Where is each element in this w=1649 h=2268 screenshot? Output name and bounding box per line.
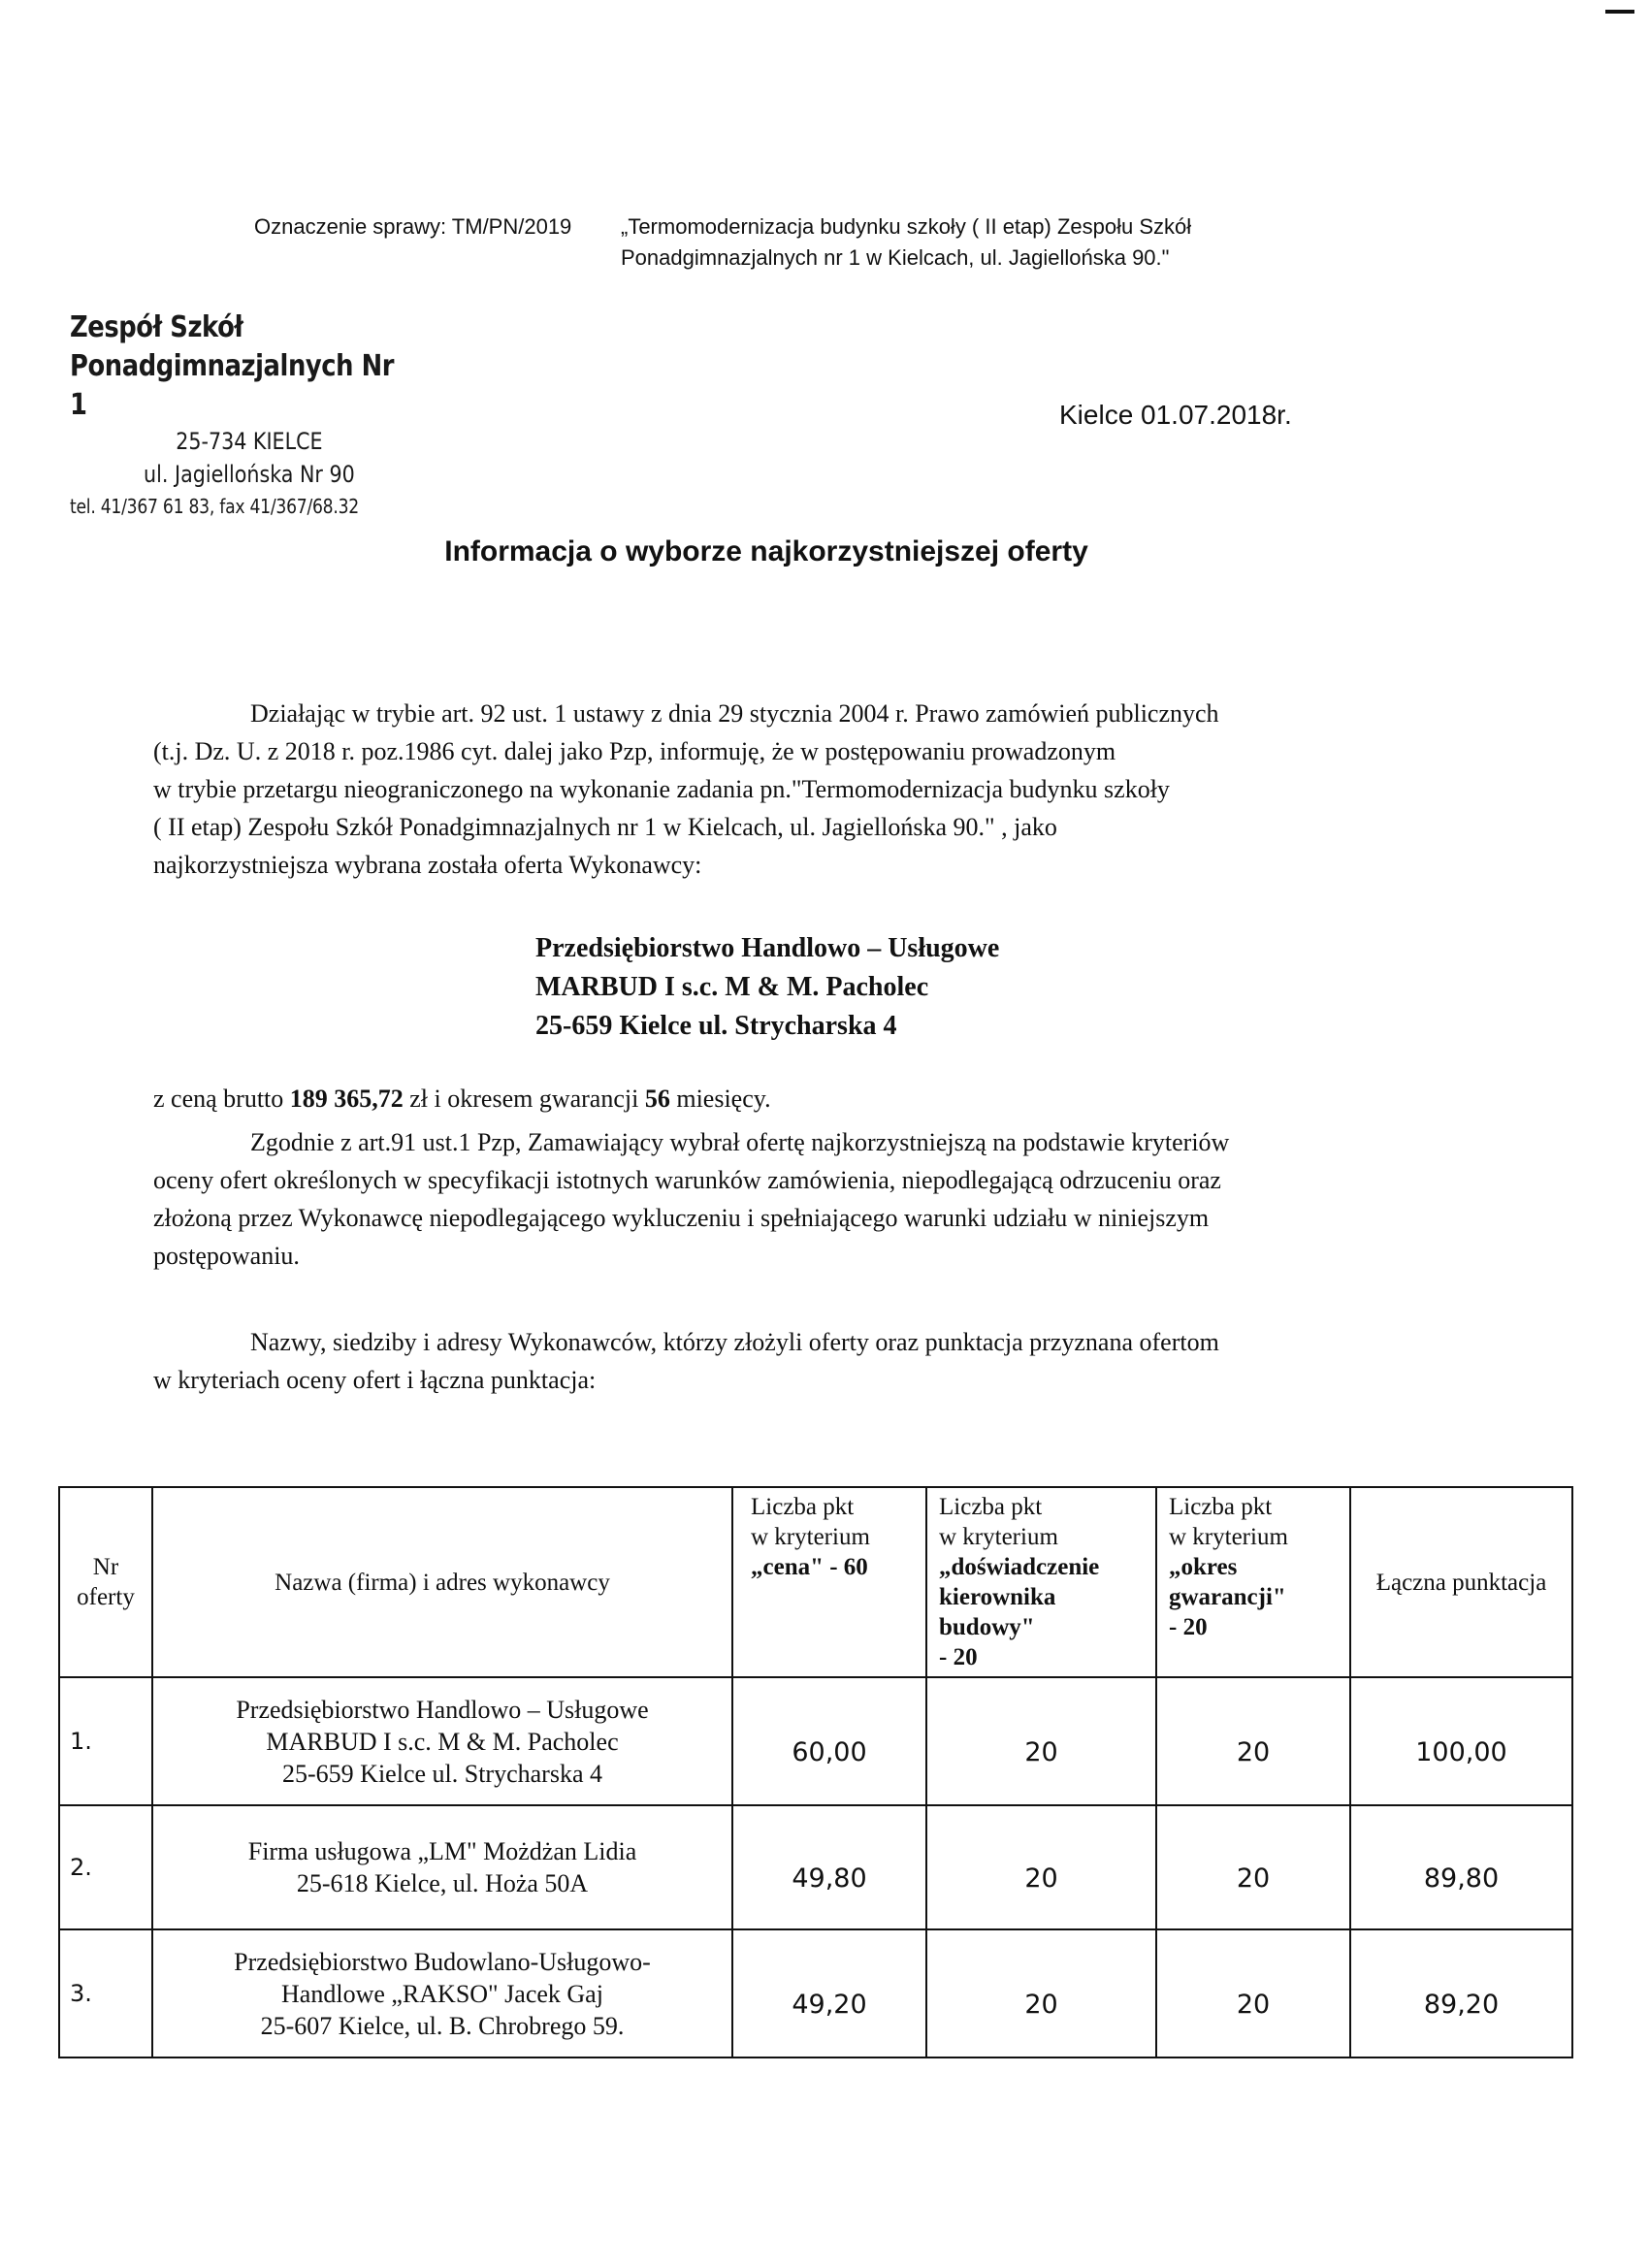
price-prefix: z ceną brutto <box>153 1085 290 1113</box>
total-points: 100,00 <box>1350 1677 1572 1805</box>
winner-line-2: MARBUD I s.c. M & M. Pacholec <box>535 972 929 1002</box>
stamp-school-name: Zespół Szkół Ponadgimnazjalnych Nr 1 <box>70 310 395 422</box>
contractor-name: Firma usługowa „LM" Możdżan Lidia 25-618 Kielce, ul. Hoża 50A <box>152 1805 732 1929</box>
intro-line-4: ( II etap) Zespołu Szkół Ponadgimnazjalnych nr 1 w Kielcach, ul. Jagiellońska 90." , jako <box>153 813 1057 841</box>
winner-line-1: Przedsiębiorstwo Handlowo – Usługowe <box>535 933 1000 963</box>
header-offer-number: Nr oferty <box>59 1487 152 1677</box>
offer-number: 1. <box>59 1677 152 1805</box>
header-experience-criterion: Liczba pkt w kryterium „doświadczenie kierownika budowy" - 20 <box>926 1487 1156 1677</box>
total-points: 89,20 <box>1350 1929 1572 2057</box>
experience-points: 20 <box>926 1929 1156 2057</box>
justification-line-2: oceny ofert określonych w specyfikacji istotnych warunków zamówienia, niepodlegającą odrzuceniu oraz <box>153 1166 1221 1194</box>
intro-line-5: najkorzystniejsza wybrana została oferta Wykonawcy: <box>153 851 702 879</box>
intro-line-2: (t.j. Dz. U. z 2018 r. poz.1986 cyt. dalej jako Pzp, informuję, że w postępowaniu prowadzonym <box>153 737 1116 765</box>
table-header-row <box>59 1487 1572 1677</box>
table-row <box>59 1805 1572 1929</box>
price-points: 60,00 <box>732 1677 926 1805</box>
warranty-points: 20 <box>1156 1805 1350 1929</box>
header-warranty-criterion: Liczba pkt w kryterium „okres gwarancji" - 20 <box>1156 1487 1350 1677</box>
table-row <box>59 1677 1572 1805</box>
experience-points: 20 <box>926 1805 1156 1929</box>
price-points: 49,80 <box>732 1805 926 1929</box>
list-intro-line-1: Nazwy, siedziby i adresy Wykonawców, którzy złożyli oferty oraz punktacja przyznana ofertom <box>250 1328 1219 1356</box>
justification-line-4: postępowaniu. <box>153 1242 300 1270</box>
intro-line-3: w trybie przetargu nieograniczonego na wykonanie zadania pn."Termomodernizacja budynku szkoły <box>153 775 1170 803</box>
contractor-name: Przedsiębiorstwo Budowlano-Usługowo- Handlowe „RAKSO" Jacek Gaj 25-607 Kielce, ul. B. Chrobrego 59. <box>152 1929 732 2057</box>
offer-number: 3. <box>59 1929 152 2057</box>
header-total-score: Łączna punktacja <box>1350 1487 1572 1677</box>
price-middle: zł i okresem gwarancji <box>403 1085 645 1113</box>
price-amount: 189 365,72 <box>289 1085 404 1113</box>
stamp-postcode-city: 25-734 KIELCE <box>176 428 323 455</box>
contractor-name: Przedsiębiorstwo Handlowo – Usługowe MARBUD I s.c. M & M. Pacholec 25-659 Kielce ul. Strycharska 4 <box>152 1677 732 1805</box>
table-row <box>59 1929 1572 2057</box>
intro-line-1: Działając w trybie art. 92 ust. 1 ustawy z dnia 29 stycznia 2004 r. Prawo zamówień publicznych <box>250 699 1219 728</box>
total-points: 89,80 <box>1350 1805 1572 1929</box>
winning-contractor <box>535 929 999 1046</box>
case-title-line-2: Ponadgimnazjalnych nr 1 w Kielcach, ul. Jagiellońska 90." <box>621 245 1170 270</box>
justification-line-1: Zgodnie z art.91 ust.1 Pzp, Zamawiający wybrał ofertę najkorzystniejszą na podstawie kryteriów <box>250 1128 1230 1156</box>
document-title: Informacja o wyborze najkorzystniejszej oferty <box>444 535 1088 567</box>
stamp-street: ul. Jagiellońska Nr 90 <box>144 461 355 488</box>
case-reference: Oznaczenie sprawy: TM/PN/2019 <box>254 214 572 239</box>
experience-points: 20 <box>926 1677 1156 1805</box>
warranty-points: 20 <box>1156 1677 1350 1805</box>
winner-line-3: 25-659 Kielce ul. Strycharska 4 <box>535 1011 897 1041</box>
document-date: Kielce 01.07.2018r. <box>1059 400 1292 430</box>
list-intro-line-2: w kryteriach oceny ofert i łączna punktacja: <box>153 1366 597 1394</box>
school-stamp <box>70 308 404 522</box>
justification-paragraph <box>153 1123 1434 1275</box>
offers-score-table <box>58 1486 1573 2058</box>
price-statement <box>153 1085 771 1114</box>
offer-number: 2. <box>59 1805 152 1929</box>
justification-line-3: złożoną przez Wykonawcę niepodlegającego wykluczeniu i spełniającego warunki udziału w niniejszym <box>153 1204 1210 1232</box>
price-points: 49,20 <box>732 1929 926 2057</box>
header-contractor-name: Nazwa (firma) i adres wykonawcy <box>152 1487 732 1677</box>
scan-mark <box>1605 10 1634 14</box>
case-title-line-1: „Termomodernizacja budynku szkoły ( II etap) Zespołu Szkół <box>621 214 1192 239</box>
intro-paragraph <box>153 695 1414 884</box>
stamp-phone-fax: tel. 41/367 61 83, fax 41/367/68.32 <box>70 495 359 518</box>
header-price-criterion: Liczba pkt w kryterium „cena" - 60 <box>732 1487 926 1677</box>
price-suffix: miesięcy. <box>669 1085 771 1113</box>
warranty-points: 20 <box>1156 1929 1350 2057</box>
case-title <box>621 211 1319 274</box>
warranty-months: 56 <box>644 1085 670 1113</box>
list-intro-paragraph <box>153 1323 1434 1399</box>
